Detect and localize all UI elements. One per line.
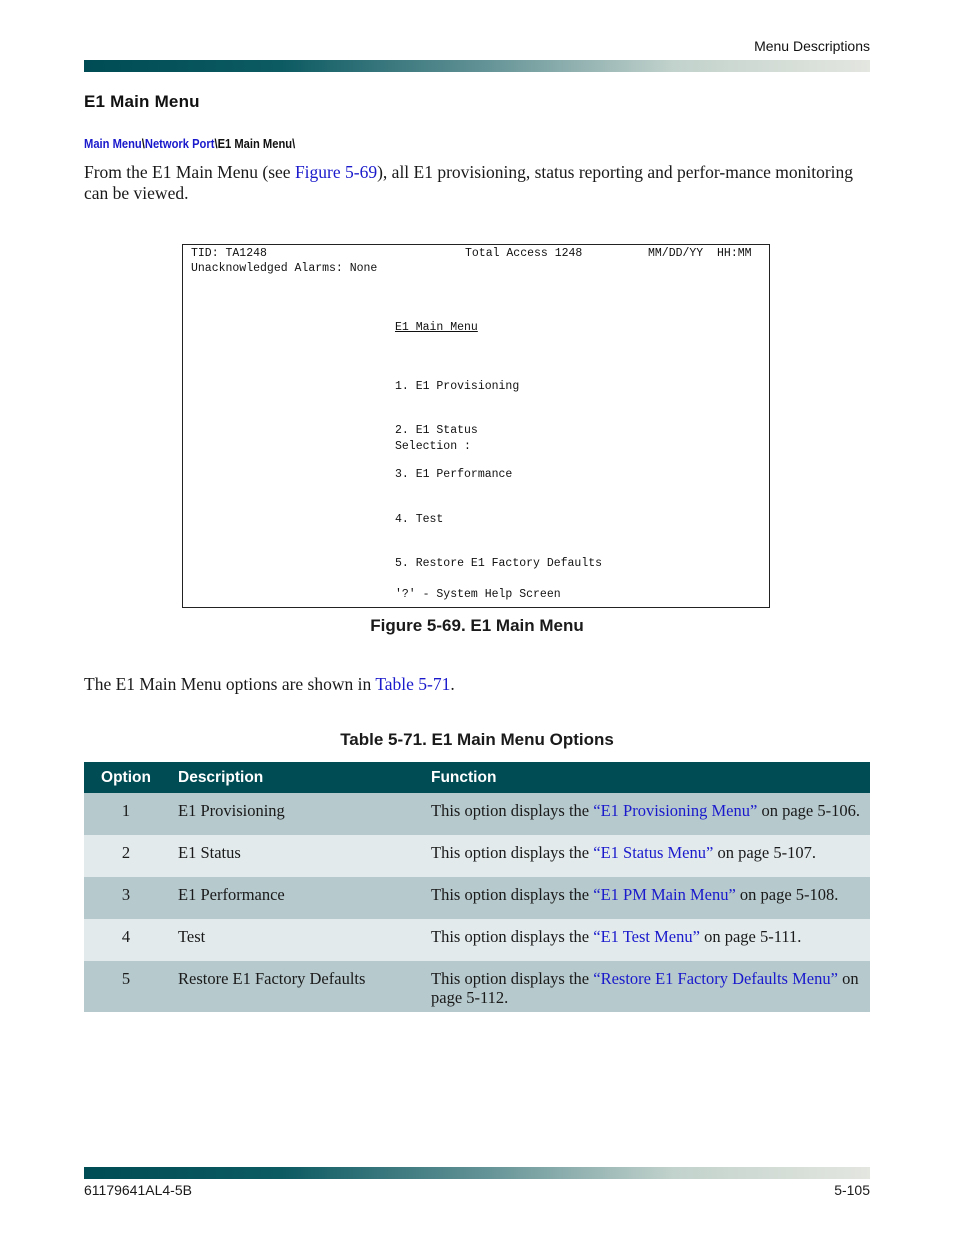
function-text: on page 5-111. (699, 927, 802, 946)
breadcrumb (84, 136, 295, 151)
options-intro-paragraph (84, 674, 870, 695)
function-link[interactable]: “E1 Provisioning Menu” (593, 801, 758, 820)
description-cell: E1 Status (168, 835, 421, 877)
function-link[interactable]: “E1 Status Menu” (593, 843, 714, 862)
header-divider-bar (84, 60, 870, 72)
terminal-menu-option: 3. E1 Performance (395, 468, 513, 482)
function-text: This option displays the (431, 927, 594, 946)
function-text: on page 5-112. (431, 969, 859, 1007)
function-cell (421, 835, 870, 877)
table-row (84, 961, 870, 1012)
terminal-menu-options (395, 350, 602, 602)
breadcrumb-link-network-port[interactable]: Network Port (144, 136, 215, 151)
header-section-label: Menu Descriptions (754, 38, 870, 54)
function-text: This option displays the (431, 969, 594, 988)
terminal-selection-prompt: Selection : (395, 440, 471, 453)
function-text: This option displays the (431, 885, 594, 904)
footer-doc-number: 61179641AL4-5B (84, 1182, 192, 1198)
figure-link[interactable]: Figure 5-69 (294, 162, 378, 182)
terminal-system-name: Total Access 1248 (465, 247, 583, 260)
terminal-tid: TID: TA1248 (191, 247, 267, 260)
terminal-screen (182, 244, 770, 608)
terminal-datetime: MM/DD/YY HH:MM (648, 247, 752, 260)
column-header-option: Option (84, 762, 168, 793)
terminal-help-hint: '?' - System Help Screen (395, 588, 561, 601)
terminal-menu-option: 4. Test (395, 512, 444, 526)
breadcrumb-current: \E1 Main Menu\ (214, 136, 296, 151)
terminal-menu-title: E1 Main Menu (395, 321, 478, 334)
function-link[interactable]: “E1 Test Menu” (593, 927, 700, 946)
description-cell: E1 Provisioning (168, 793, 421, 835)
table-row (84, 877, 870, 919)
column-header-description: Description (168, 762, 421, 793)
terminal-menu-option: 1. E1 Provisioning (395, 379, 520, 393)
table-row (84, 919, 870, 961)
terminal-menu-option: 5. Restore E1 Factory Defaults (395, 557, 603, 571)
function-cell (421, 919, 870, 961)
figure-caption: Figure 5-69. E1 Main Menu (370, 616, 584, 635)
function-cell (421, 793, 870, 835)
table-row (84, 793, 870, 835)
column-header-function: Function (421, 762, 870, 793)
function-link[interactable]: “Restore E1 Factory Defaults Menu” (593, 969, 838, 988)
option-cell: 3 (84, 877, 168, 919)
footer-page-number: 5-105 (834, 1182, 870, 1198)
intro-paragraph (84, 162, 870, 204)
function-cell (421, 877, 870, 919)
description-cell: Restore E1 Factory Defaults (168, 961, 421, 1012)
breadcrumb-link-main-menu[interactable]: Main Menu (84, 136, 142, 151)
function-text: on page 5-108. (735, 885, 839, 904)
footer-divider-bar (84, 1167, 870, 1179)
intro-text-after: ), all E1 provisioning, status reporting and perfor-mance monitoring can be viewed. (84, 162, 854, 203)
section-title: E1 Main Menu (84, 92, 200, 111)
option-cell: 1 (84, 793, 168, 835)
function-text: This option displays the (431, 843, 594, 862)
terminal-menu-option: 2. E1 Status (395, 423, 478, 437)
table-row (84, 835, 870, 877)
description-cell: E1 Performance (168, 877, 421, 919)
options-intro-after: . (450, 674, 455, 694)
option-cell: 4 (84, 919, 168, 961)
function-cell (421, 961, 870, 1012)
option-cell: 5 (84, 961, 168, 1012)
option-cell: 2 (84, 835, 168, 877)
table-header-row (84, 762, 870, 793)
function-link[interactable]: “E1 PM Main Menu” (593, 885, 736, 904)
function-text: on page 5-106. (757, 801, 860, 820)
description-cell: Test (168, 919, 421, 961)
table-link[interactable]: Table 5-71 (375, 674, 451, 694)
terminal-alarms: Unacknowledged Alarms: None (191, 262, 378, 275)
function-text: on page 5-107. (713, 843, 816, 862)
options-table (84, 762, 870, 1012)
intro-text-before: From the E1 Main Menu (see (84, 162, 295, 182)
function-text: This option displays the (431, 801, 594, 820)
table-caption: Table 5-71. E1 Main Menu Options (340, 730, 614, 749)
breadcrumb-separator: \ (141, 136, 145, 151)
options-intro-before: The E1 Main Menu options are shown in (84, 674, 376, 694)
